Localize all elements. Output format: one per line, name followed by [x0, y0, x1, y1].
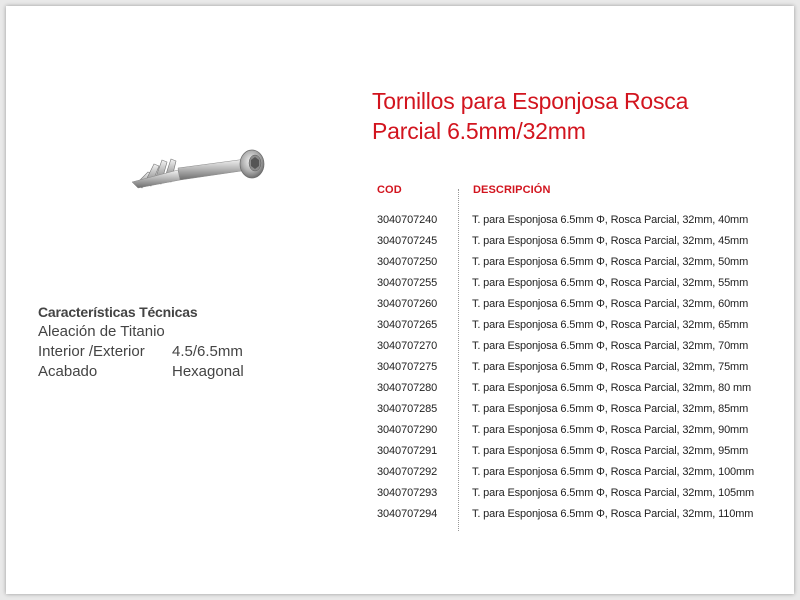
spec-label: Aleación de Titanio [38, 323, 165, 340]
table-row [372, 356, 754, 377]
cell-desc: T. para Esponjosa 6.5mm Φ, Rosca Parcial, 32mm, 85mm [472, 402, 749, 415]
cell-cod: 3040707240 [377, 213, 438, 226]
cell-desc: T. para Esponjosa 6.5mm Φ, Rosca Parcial, 32mm, 90mm [472, 423, 749, 436]
cell-cod: 3040707250 [377, 255, 438, 268]
table-body [372, 209, 754, 524]
cell-desc: T. para Esponjosa 6.5mm Φ, Rosca Parcial, 32mm, 65mm [472, 318, 749, 331]
technical-specs [38, 304, 244, 382]
table-row [372, 503, 754, 524]
cell-cod: 3040707292 [377, 465, 438, 478]
cell-desc: T. para Esponjosa 6.5mm Φ, Rosca Parcial, 32mm, 45mm [472, 234, 749, 247]
cell-cod: 3040707291 [377, 444, 438, 457]
column-divider [458, 189, 459, 531]
page-title [372, 86, 772, 146]
cell-cod: 3040707293 [377, 486, 438, 499]
cell-desc: T. para Esponjosa 6.5mm Φ, Rosca Parcial, 32mm, 60mm [472, 297, 749, 310]
table-row [372, 398, 754, 419]
table-row [372, 419, 754, 440]
table-row [372, 272, 754, 293]
cell-desc: T. para Esponjosa 6.5mm Φ, Rosca Parcial, 32mm, 110mm [472, 507, 754, 520]
table-row [372, 293, 754, 314]
cell-cod: 3040707260 [377, 297, 438, 310]
table-row [372, 461, 754, 482]
spec-row-material [38, 322, 244, 342]
cell-cod: 3040707290 [377, 423, 438, 436]
cell-desc: T. para Esponjosa 6.5mm Φ, Rosca Parcial, 32mm, 70mm [472, 339, 749, 352]
specs-heading: Características Técnicas [38, 304, 198, 320]
table-row [372, 314, 754, 335]
cell-desc: T. para Esponjosa 6.5mm Φ, Rosca Parcial, 32mm, 100mm [472, 465, 755, 478]
title-line-2: Parcial 6.5mm/32mm [372, 118, 586, 144]
product-card [6, 6, 794, 594]
table-row [372, 377, 754, 398]
cell-cod: 3040707294 [377, 507, 438, 520]
spec-label: Interior /Exterior [38, 343, 145, 360]
table-row [372, 251, 754, 272]
spec-label: Acabado [38, 363, 98, 380]
cell-cod: 3040707245 [377, 234, 438, 247]
cell-desc: T. para Esponjosa 6.5mm Φ, Rosca Parcial, 32mm, 40mm [472, 213, 749, 226]
spec-row-diameter [38, 342, 244, 362]
spec-value: Hexagonal [172, 363, 244, 380]
cell-desc: T. para Esponjosa 6.5mm Φ, Rosca Parcial, 32mm, 80 mm [472, 381, 751, 394]
cell-desc: T. para Esponjosa 6.5mm Φ, Rosca Parcial, 32mm, 55mm [472, 276, 749, 289]
cell-desc: T. para Esponjosa 6.5mm Φ, Rosca Parcial, 32mm, 75mm [472, 360, 749, 373]
cell-cod: 3040707275 [377, 360, 438, 373]
cell-cod: 3040707255 [377, 276, 438, 289]
cell-desc: T. para Esponjosa 6.5mm Φ, Rosca Parcial, 32mm, 105mm [472, 486, 755, 499]
header-cod: COD [377, 184, 402, 196]
cell-cod: 3040707280 [377, 381, 438, 394]
cell-desc: T. para Esponjosa 6.5mm Φ, Rosca Parcial, 32mm, 50mm [472, 255, 749, 268]
table-row [372, 440, 754, 461]
table-row [372, 335, 754, 356]
table-header [372, 179, 754, 201]
cell-cod: 3040707270 [377, 339, 438, 352]
table-row [372, 482, 754, 503]
cell-cod: 3040707265 [377, 318, 438, 331]
bone-screw-icon [118, 144, 278, 204]
cell-desc: T. para Esponjosa 6.5mm Φ, Rosca Parcial, 32mm, 95mm [472, 444, 749, 457]
product-table [372, 179, 754, 524]
table-row [372, 209, 754, 230]
table-row [372, 230, 754, 251]
cell-cod: 3040707285 [377, 402, 438, 415]
spec-row-finish [38, 362, 244, 382]
title-line-1: Tornillos para Esponjosa Rosca [372, 88, 689, 114]
header-desc: DESCRIPCIÓN [473, 184, 551, 196]
spec-value: 4.5/6.5mm [172, 343, 243, 360]
